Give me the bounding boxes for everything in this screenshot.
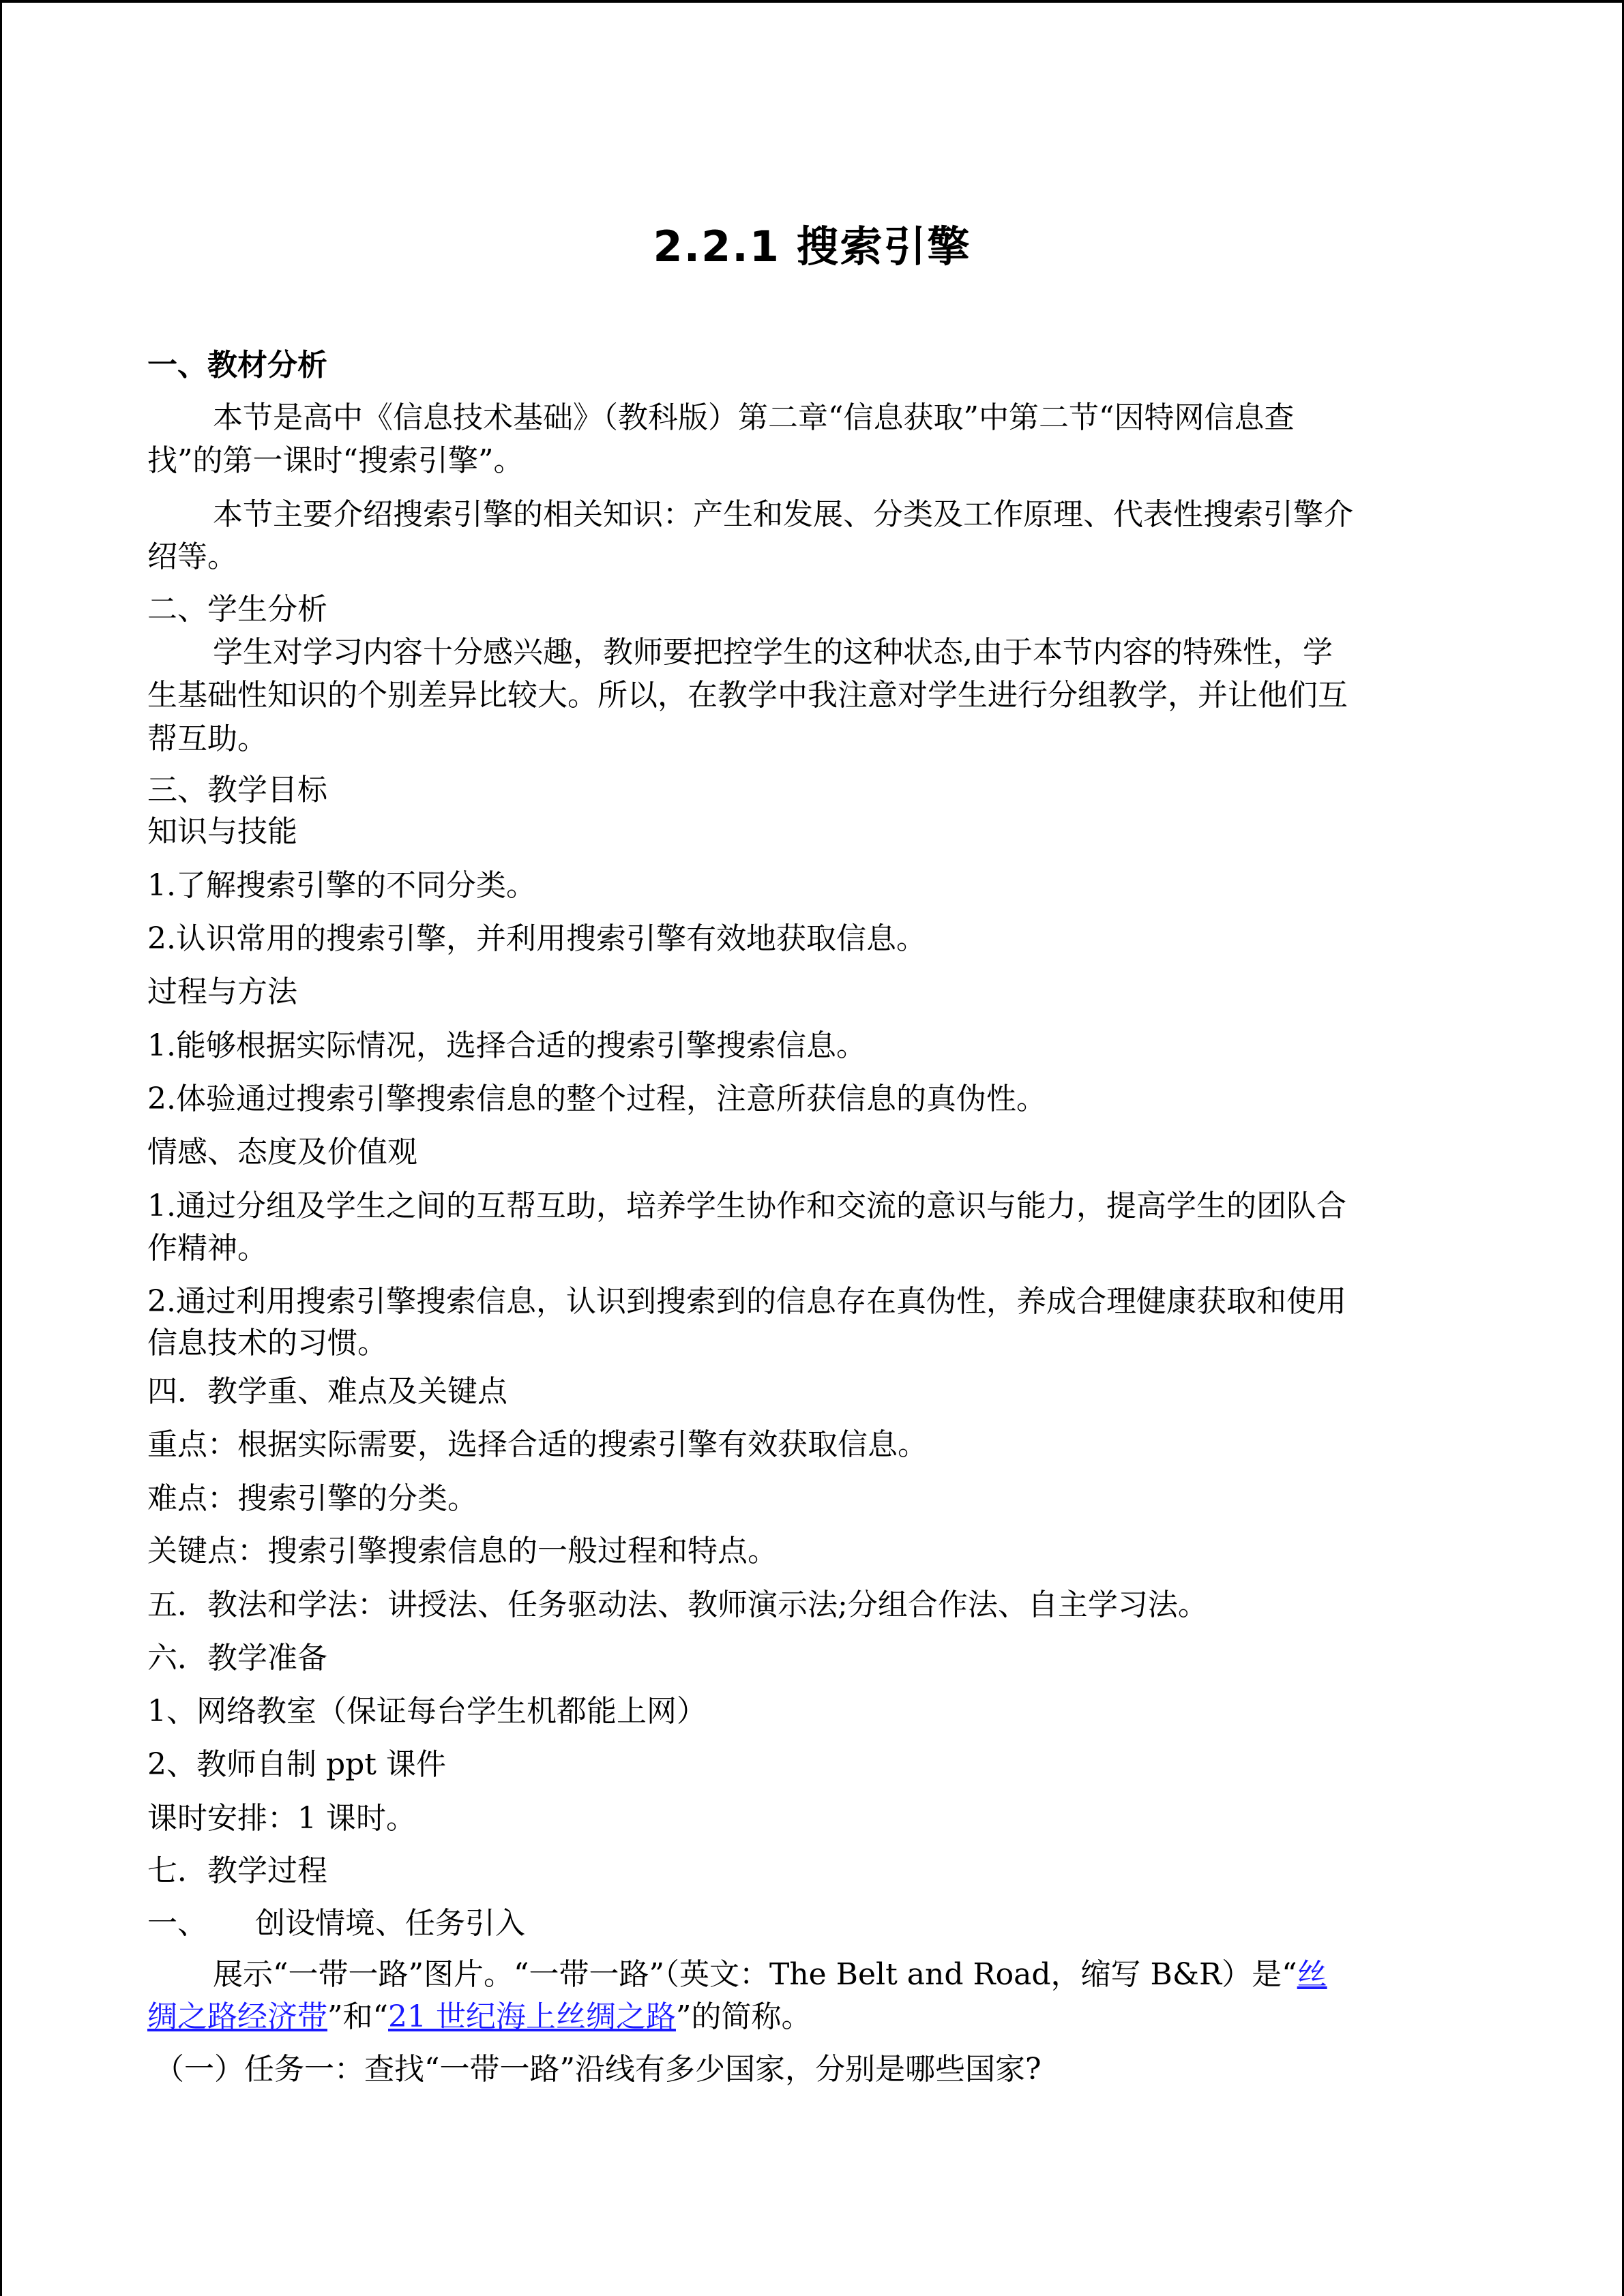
knowledge-item-2: 2.认识常用的搜索引擎，并利用搜索引擎有效地获取信息。 xyxy=(147,921,926,956)
maritime-silk-road-link[interactable]: 21 世纪海上丝绸之路 xyxy=(388,1999,676,2034)
page-border-left xyxy=(0,0,2,2296)
intro-text-suffix: ”的简称。 xyxy=(675,1999,812,2034)
section1-paragraph1-line2: 找”的第一课时“搜索引擎”。 xyxy=(147,443,524,478)
section4-heading: 四．教学重、难点及关键点 xyxy=(147,1374,507,1409)
section1-paragraph2-line2: 绍等。 xyxy=(147,539,237,574)
key-point: 重点：根据实际需要，选择合适的搜索引擎有效获取信息。 xyxy=(147,1427,928,1462)
silk-road-economic-belt-link-part2[interactable]: 绸之路经济带 xyxy=(147,1999,327,2034)
section7-heading: 七．教学过程 xyxy=(147,1853,327,1888)
method-item-2: 2.体验通过搜索引擎搜索信息的整个过程，注意所获信息的真伪性。 xyxy=(147,1082,1046,1116)
section1-heading: 一、教材分析 xyxy=(147,348,327,383)
process-step-1 xyxy=(147,1905,1464,1943)
intro-paragraph-line1 xyxy=(213,1956,1529,1994)
section3-heading: 三、教学目标 xyxy=(147,773,327,807)
emotion-item-2-line2: 信息技术的习惯。 xyxy=(147,1326,387,1360)
class-schedule: 课时安排：1 课时。 xyxy=(147,1801,416,1836)
task-1: （一）任务一：查找“一带一路”沿线有多少国家，分别是哪些国家? xyxy=(154,2052,1042,2087)
intro-paragraph-line2 xyxy=(147,1998,1464,2036)
section2-heading: 二、学生分析 xyxy=(147,592,327,627)
section1-paragraph1-line1: 本节是高中《信息技术基础》（教科版）第二章“信息获取”中第二节“因特网信息查 xyxy=(213,400,1295,435)
page-border-top xyxy=(0,0,1624,3)
silk-road-economic-belt-link-part1[interactable]: 丝 xyxy=(1297,1957,1327,1992)
section2-paragraph-line1: 学生对学习内容十分感兴趣，教师要把控学生的这种状态,由于本节内容的特殊性，学 xyxy=(213,635,1333,670)
intro-text-prefix: 展示“一带一路”图片。“一带一路”（英文：The Belt and Road，缩写 B&R）是“ xyxy=(213,1957,1297,1992)
emotion-item-1-line2: 作精神。 xyxy=(147,1231,267,1266)
preparation-item-2: 2、教师自制 ppt 课件 xyxy=(147,1747,446,1782)
section5-heading: 五．教法和学法：讲授法、任务驱动法、教师演示法;分组合作法、自主学习法。 xyxy=(147,1587,1208,1622)
process-methods-title: 过程与方法 xyxy=(147,974,297,1009)
section2-paragraph-line3: 帮互助。 xyxy=(147,721,267,756)
section6-heading: 六．教学准备 xyxy=(147,1641,327,1675)
crucial-point: 关键点：搜索引擎搜索信息的一般过程和特点。 xyxy=(147,1534,778,1568)
difficult-point: 难点：搜索引擎的分类。 xyxy=(147,1481,477,1516)
preparation-item-1: 1、网络教室（保证每台学生机都能上网） xyxy=(147,1694,707,1729)
knowledge-skills-title: 知识与技能 xyxy=(147,814,297,849)
intro-text-mid: ”和“ xyxy=(327,1999,388,2034)
section1-paragraph2-line1: 本节主要介绍搜索引擎的相关知识：产生和发展、分类及工作原理、代表性搜索引擎介 xyxy=(213,497,1353,532)
process-step-1-text: 创设情境、任务引入 xyxy=(255,1906,525,1941)
knowledge-item-1: 1.了解搜索引擎的不同分类。 xyxy=(147,868,536,903)
method-item-1: 1.能够根据实际情况，选择合适的搜索引擎搜索信息。 xyxy=(147,1028,866,1063)
emotion-item-2-line1: 2.通过利用搜索引擎搜索信息，认识到搜索到的信息存在真伪性，养成合理健康获取和使用 xyxy=(147,1284,1346,1319)
emotion-values-title: 情感、态度及价值观 xyxy=(147,1135,417,1169)
page-title: 2.2.1 搜索引擎 xyxy=(653,222,971,271)
section2-paragraph-line2: 生基础性知识的个别差异比较大。所以，在教学中我注意对学生进行分组教学，并让他们互 xyxy=(147,678,1348,713)
process-step-1-number: 一、 xyxy=(147,1906,207,1941)
emotion-item-1-line1: 1.通过分组及学生之间的互帮互助，培养学生协作和交流的意识与能力，提高学生的团队合 xyxy=(147,1189,1346,1223)
